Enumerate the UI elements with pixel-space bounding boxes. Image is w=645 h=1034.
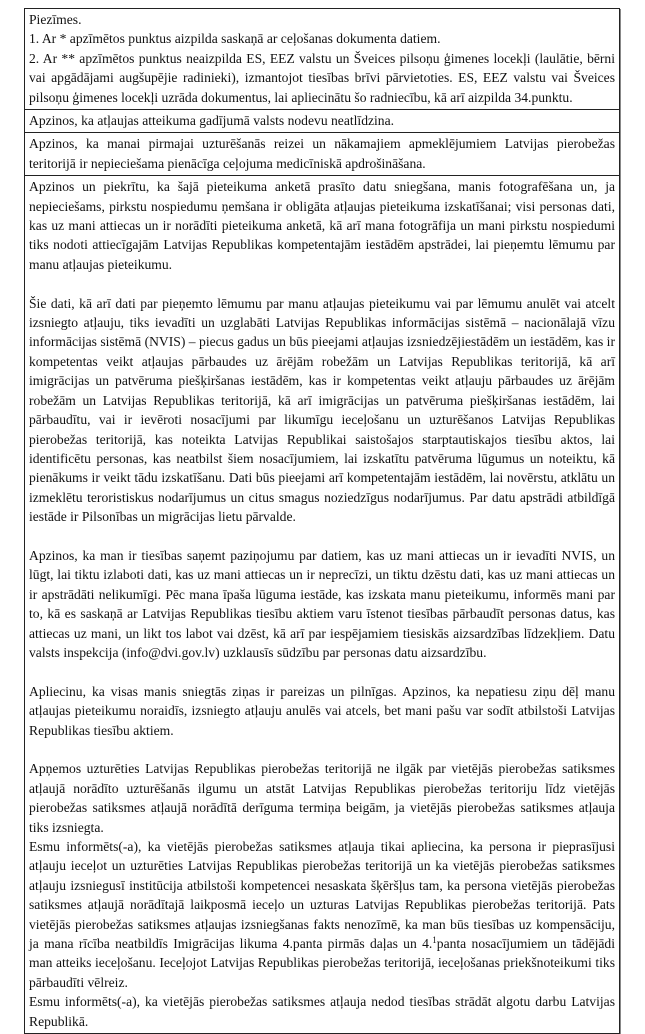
note-item-2: 2. Ar ** apzīmētos punktus neaizpilda ES, EEZ valstu un Šveices pilsoņu ģimenes locekļi (laulātie, bērni vai apgādājami augšupējie radinieki), izmantojot tiesības brīvi pārvietoties. ES, EEZ valstu vai Šveices pilsoņu ģimenes locekļi uzrāda dokumentus, lai apliecinātu šo radniecību, kā arī aizpilda 34.punktu. xyxy=(29,50,615,105)
superscript-1: 1 xyxy=(432,935,437,946)
fee-refund-text: Apzinos, ka atļaujas atteikuma gadījumā valsts nodevu neatlīdzina. xyxy=(29,113,395,129)
fee-refund-statement xyxy=(25,109,619,132)
note-item-1: 1. Ar * apzīmētos punktus aizpilda saskaņā ar ceļošanas dokumenta datiem. xyxy=(29,31,441,47)
consent-paragraph-permit-meaning xyxy=(29,837,615,992)
consent-paragraph-nvis-storage: Šie dati, kā arī dati par pieņemto lēmumu par manu atļaujas pieteikumu vai par lēmumu anulēt vai atcelt izsniegto atļauju, tiks ievadīti un uzglabāti Latvijas Republikas informācijas sistēmā – nacionālajā vīzu informācijas sistēmā (NVIS) – piecus gadus un būs pieejami atļaujas izsniedzējiestādēm un iestādēm, kas ir kompetentas veikt atļaujas pārbaudes uz ārējām robežām un Latvijas Republikas teritorijā, kā arī imigrācijas un patvēruma piešķiršanas iestādēm, kas ir kompetentas veikt atļauju pārbaudes uz ārējām robežām un Latvijas Republikas teritorijā, kā arī imigrācijas un patvēruma piešķiršanas iestādēm, lai pārbaudītu, vai ir ievēroti nosacījumi par likumīgu ieceļošanu un uzturēšanos Latvijas Republikas pierobežas teritorijā, kas noteikta Latvijas Republikai saistošajos starptautiskajos tiesību aktos, lai identificētu personas, kas neatbilst šiem nosacījumiem, lai izskatītu patvēruma lūgumus un noteiktu, kā pienākums ir veikt tādu izskatīšanu. Dati būs pieejami arī kompetentajām iestādēm, lai novērstu, atklātu un izmeklētu teroristiskus nodarījumus un citus smagus noziedzīgus nodarījumus. Par datu apstrādi atbildīgā iestāde ir Pilsonības un migrācijas lietu pārvalde. xyxy=(29,295,615,525)
insurance-statement xyxy=(25,132,619,175)
permit-meaning-text-a: Esmu informēts(-a), ka vietējās pierobežas satiksmes atļauja tikai apliecina, ka persona ir pieprasījusi atļauju ieceļot un uzturēties Latvijas Republikas pierobežas teritorijā un ka vietējās pierobežas satiksmes atļauju izsniegusī institūcija atbilstoši kompetencei nesaskata šķēršļus tam, ka persona vietējās pierobežas satiksmes atļaujā norādītajā laikposmā ieceļo un uzturas Latvijas Republikas pierobežas teritorijā. Pats vietējās pierobežas satiksmes atļaujas izsniegšanas fakts nenozīmē, ka man būs tiesības uz kompensāciju, ja mana rīcība neatbildīs Imigrācijas likuma 4.panta pirmās daļas un 4. xyxy=(29,839,615,952)
consent-paragraph-data-rights: Apzinos, ka man ir tiesības saņemt paziņojumu par datiem, kas uz mani attiecas un ir ievadīti NVIS, un lūgt, lai tiktu izlaboti dati, kas uz mani attiecas un ir neprecīzi, un tiktu dzēstu dati, kas uz mani attiecas un ir apstrādāti nelikumīgi. Pēc mana īpaša lūguma iestāde, kas izskata manu pieteikumu, informēs mani par to, kā es saskaņā ar Latvijas Republikas tiesību aktiem varu īstenot tiesības pārbaudīt personas datus, kas attiecas uz mani, un likt tos labot vai dzēst, kā arī par iespējamiem tiesiskās aizsardzības līdzekļiem. Datu valsts inspekcija (info@dvi.gov.lv) uzklausīs sūdzību par personas datu aizsardzību. xyxy=(29,547,615,660)
consent-paragraph-no-work-right: Esmu informēts(-a), ka vietējās pierobežas satiksmes atļauja nedod tiesības strādāt algotu darbu Latvijas Republikā. xyxy=(29,994,615,1029)
consent-paragraph-data-processing: Apzinos un piekrītu, ka šajā pieteikuma anketā prasīto datu sniegšana, manis fotografēšana un, ja nepieciešams, pirkstu nospiedumu ņemšana ir obligāta atļaujas pieteikuma izskatīšanai; visi personas dati, kas uz mani attiecas un ir norādīti pieteikuma anketā, kā arī mana fotogrāfija un mani pirkstu nospiedumi tiks nodoti attiecīgajām Latvijas Republikas kompetentajām iestādēm apstrādei, lai pieņemtu lēmumu par manu atļaujas pieteikumu. xyxy=(29,179,615,272)
consent-section xyxy=(25,175,619,1033)
consent-paragraph-stay-obligation: Apņemos uzturēties Latvijas Republikas pierobežas teritorijā ne ilgāk par vietējās pierobežas satiksmes atļaujā norādīto uzturēšanās ilgumu un atstāt Latvijas Republikas pierobežas teritoriju līdz vietējās pierobežas satiksmes atļaujā norādītā derīguma termiņa beigām, ja vietējās pierobežas satiksmes atļauja tiks izsniegta. xyxy=(29,761,615,835)
notes-heading: Piezīmes. xyxy=(29,12,82,27)
notes-section xyxy=(25,9,619,109)
consent-paragraph-truthfulness: Apliecinu, ka visas manis sniegtās ziņas ir pareizas un pilnīgas. Apzinos, ka nepatiesu ziņu dēļ manu atļaujas pieteikumu noraidīs, izsniegto atļauju anulēs vai atcels, bet mani pašu var sodīt atbilstoši Latvijas Republikas tiesību aktiem. xyxy=(29,683,615,738)
insurance-text: Apzinos, ka manai pirmajai uzturēšanās reizei un nākamajiem apmeklējumiem Latvijas pierobežas teritorijā ir nepieciešama pienācīga ceļojuma medicīniskā apdrošināšana. xyxy=(29,136,615,171)
declaration-form xyxy=(24,8,620,1034)
permit-meaning-text-b: panta nosacījumiem un tādējādi man atteiks ieceļošanu. Ieceļojot Latvijas Republikas pierobežas teritorijā, ieceļošanas priekšnoteikumi tiks pārbaudīti vēlreiz. xyxy=(29,936,615,990)
